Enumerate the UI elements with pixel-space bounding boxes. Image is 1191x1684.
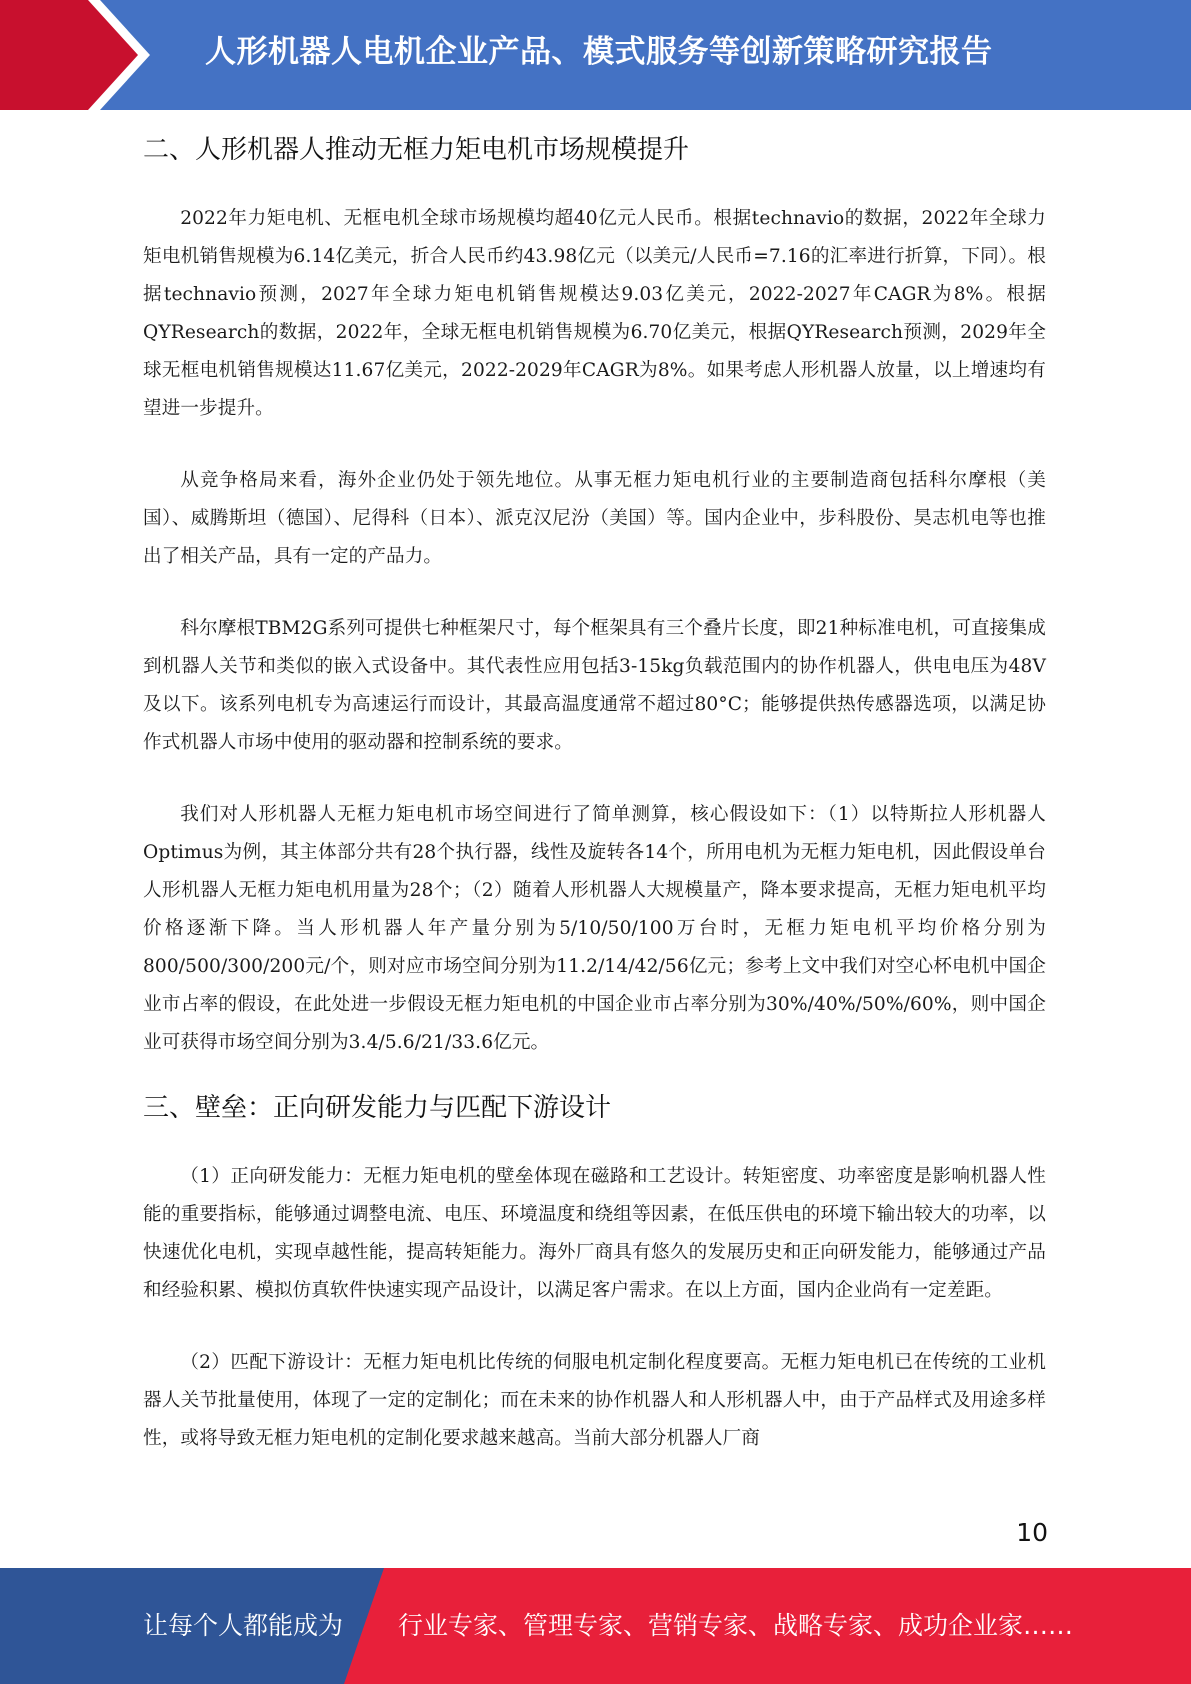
- footer-banner: [0, 1568, 1191, 1684]
- paragraph: 从竞争格局来看，海外企业仍处于领先地位。从事无框力矩电机行业的主要制造商包括科尔摩根（美国）、威腾斯坦（德国）、尼得科（日本）、派克汉尼汾（美国）等。国内企业中，步科股份、昊志机电等也推出了相关产品，具有一定的产品力。: [143, 470, 1046, 567]
- header-banner: [0, 0, 1191, 110]
- document-body: [143, 128, 1046, 1492]
- red-chevron-decoration: [0, 0, 160, 110]
- paragraph: （1）正向研发能力：无框力矩电机的壁垒体现在磁路和工艺设计。转矩密度、功率密度是影响机器人性能的重要指标，能够通过调整电流、电压、环境温度和绕组等因素，在低压供电的环境下输出较大的功率，以快速优化电机，实现卓越性能，提高转矩能力。海外厂商具有悠久的发展历史和正向研发能力，能够通过产品和经验积累、模拟仿真软件快速实现产品设计，以满足客户需求。在以上方面，国内企业尚有一定差距。: [143, 1166, 1046, 1301]
- paragraph: 我们对人形机器人无框力矩电机市场空间进行了简单测算，核心假设如下：（1）以特斯拉人形机器人Optimus为例，其主体部分共有28个执行器，线性及旋转各14个，所用电机为无框力矩电机，因此假设单台人形机器人无框力矩电机用量为28个；（2）随着人形机器人大规模量产，降本要求提高，无框力矩电机平均价格逐渐下降。当人形机器人年产量分别为5/10/50/100万台时，无框力矩电机平均价格分别为800/500/300/200元/个，则对应市场空间分别为11.2/14/42/56亿元；参考上文中我们对空心杯电机中国企业市占率的假设，在此处进一步假设无框力矩电机的中国企业市占率分别为30%/40%/50%/60%，则中国企业可获得市场空间分别为3.4/5.6/21/33.6亿元。: [143, 804, 1046, 1053]
- footer-slogan-right: 行业专家、管理专家、营销专家、战略专家、成功企业家……: [398, 1611, 1074, 1640]
- section-heading-market: 二、人形机器人推动无框力矩电机市场规模提升: [143, 135, 690, 165]
- paragraph: （2）匹配下游设计：无框力矩电机比传统的伺服电机定制化程度要高。无框力矩电机已在传统的工业机器人关节批量使用，体现了一定的定制化；而在未来的协作机器人和人形机器人中，由于产品样式及用途多样性，或将导致无框力矩电机的定制化要求越来越高。当前大部分机器人厂商: [143, 1352, 1046, 1449]
- paragraph: 科尔摩根TBM2G系列可提供七种框架尺寸，每个框架具有三个叠片长度，即21种标准电机，可直接集成到机器人关节和类似的嵌入式设备中。其代表性应用包括3-15kg负载范围内的协作机器人，供电电压为48V及以下。该系列电机专为高速运行而设计，其最高温度通常不超过80°C；能够提供热传感器选项，以满足协作式机器人市场中使用的驱动器和控制系统的要求。: [143, 618, 1046, 753]
- section-heading-barriers: 三、壁垒：正向研发能力与匹配下游设计: [143, 1093, 612, 1123]
- page-number: 10: [1016, 1518, 1048, 1547]
- paragraph: 2022年力矩电机、无框电机全球市场规模均超40亿元人民币。根据technavio的数据，2022年全球力矩电机销售规模为6.14亿美元，折合人民币约43.98亿元（以美元/人民币=7.16的汇率进行折算，下同）。根据technavio预测，2027年全球力矩电机销售规模达9.03亿美元，2022-2027年CAGR为8%。根据QYResearch的数据，2022年，全球无框电机销售规模为6.70亿美元，根据QYResearch预测，2029年全球无框电机销售规模达11.67亿美元，2022-2029年CAGR为8%。如果考虑人形机器人放量，以上增速均有望进一步提升。: [143, 208, 1046, 419]
- footer-slogan-left: 让每个人都能成为: [143, 1611, 344, 1640]
- report-title: 人形机器人电机企业产品、模式服务等创新策略研究报告: [205, 34, 993, 70]
